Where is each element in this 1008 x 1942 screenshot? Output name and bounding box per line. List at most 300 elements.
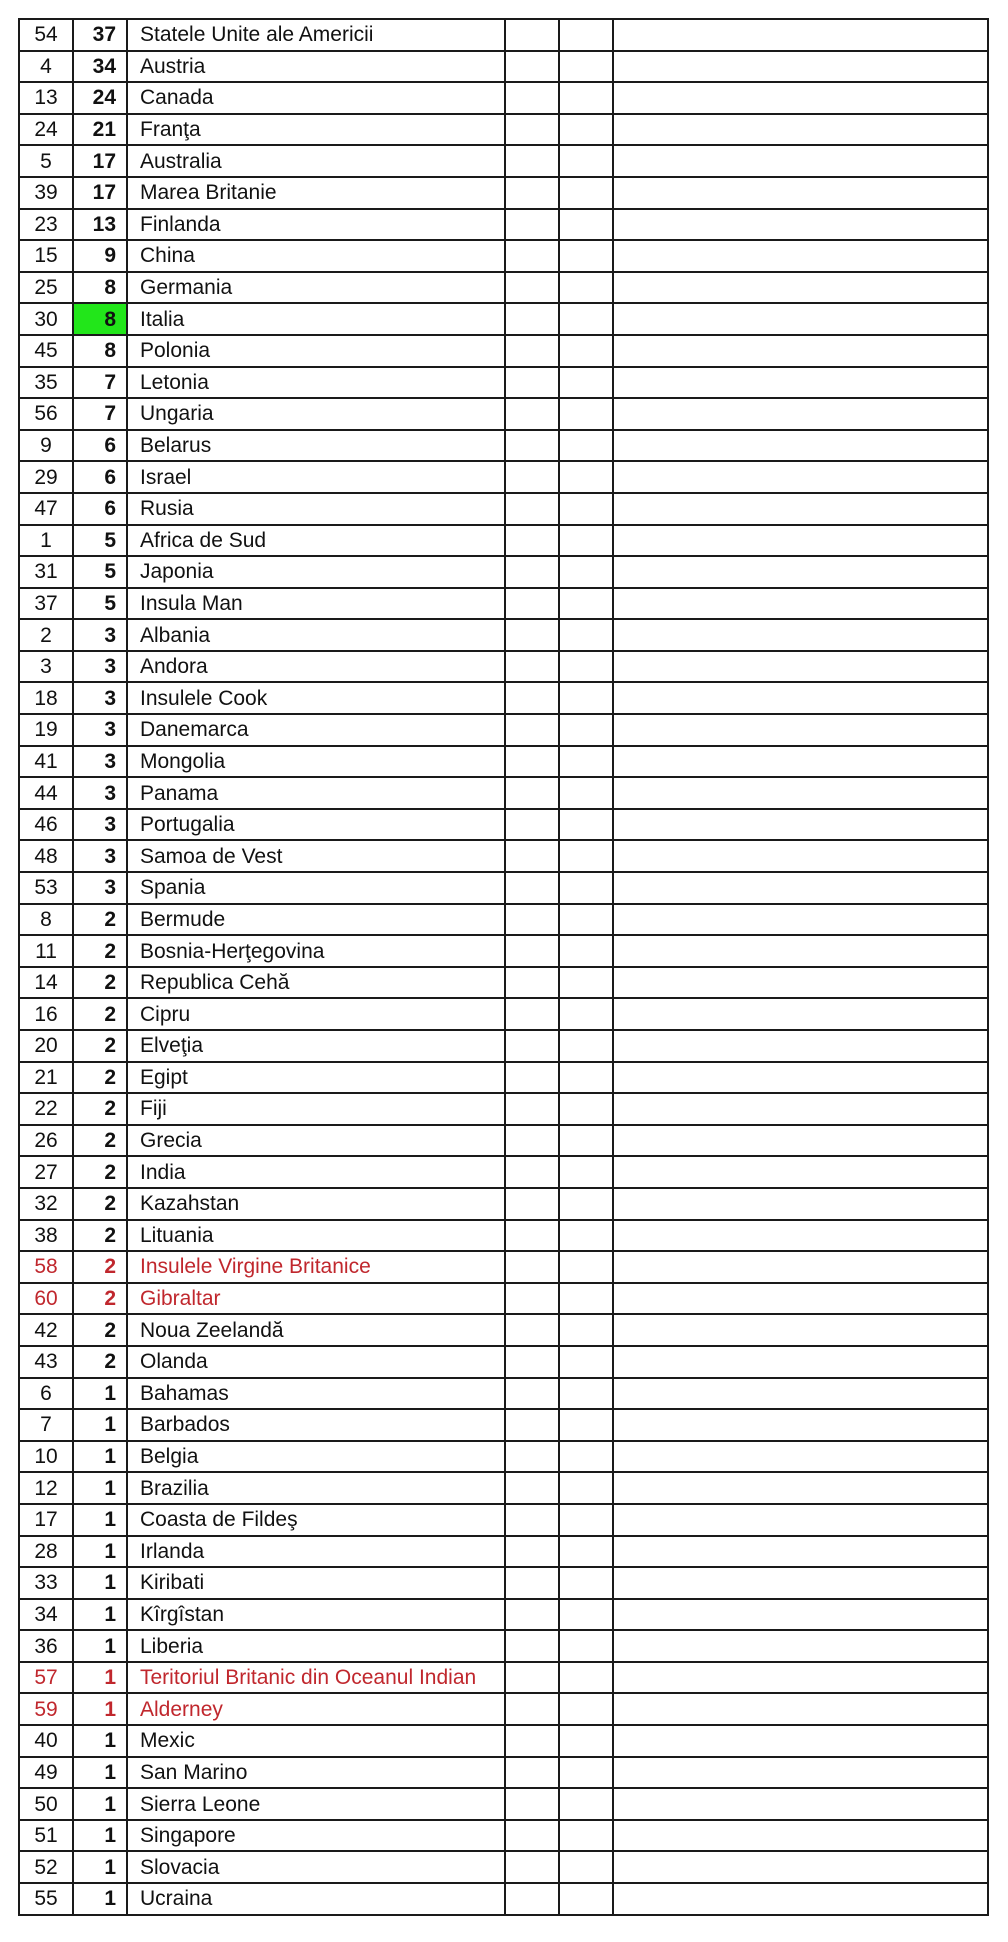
country-name-cell: Canada — [127, 82, 505, 114]
row-number-cell: 39 — [19, 177, 73, 209]
country-name-cell: Cipru — [127, 998, 505, 1030]
table-row — [19, 1346, 988, 1378]
empty-cell — [559, 240, 613, 272]
table-row — [19, 682, 988, 714]
row-number-cell: 54 — [19, 19, 73, 51]
score-cell: 2 — [73, 1030, 127, 1062]
row-number-cell: 40 — [19, 1725, 73, 1757]
row-number-cell: 46 — [19, 809, 73, 841]
empty-cell — [613, 1851, 988, 1883]
empty-cell — [559, 777, 613, 809]
empty-cell — [559, 1378, 613, 1410]
empty-cell — [505, 1283, 559, 1315]
table-row — [19, 303, 988, 335]
row-number-cell: 57 — [19, 1662, 73, 1694]
country-name-cell: Sierra Leone — [127, 1788, 505, 1820]
empty-cell — [505, 1883, 559, 1915]
empty-cell — [505, 746, 559, 778]
row-number-cell: 50 — [19, 1788, 73, 1820]
empty-cell — [505, 682, 559, 714]
empty-cell — [559, 619, 613, 651]
country-name-cell: Olanda — [127, 1346, 505, 1378]
empty-cell — [559, 493, 613, 525]
table-row — [19, 904, 988, 936]
table-row — [19, 967, 988, 999]
table-row — [19, 461, 988, 493]
score-cell: 1 — [73, 1725, 127, 1757]
row-number-cell: 8 — [19, 904, 73, 936]
country-name-cell: Albania — [127, 619, 505, 651]
country-name-cell: Austria — [127, 51, 505, 83]
table-row — [19, 1472, 988, 1504]
empty-cell — [505, 1346, 559, 1378]
country-name-cell: Polonia — [127, 335, 505, 367]
empty-cell — [559, 935, 613, 967]
empty-cell — [559, 1820, 613, 1852]
empty-cell — [613, 335, 988, 367]
score-cell: 1 — [73, 1409, 127, 1441]
score-cell: 2 — [73, 1062, 127, 1094]
row-number-cell: 6 — [19, 1378, 73, 1410]
empty-cell — [505, 1693, 559, 1725]
score-cell: 2 — [73, 1283, 127, 1315]
country-name-cell: Rusia — [127, 493, 505, 525]
empty-cell — [613, 525, 988, 557]
empty-cell — [613, 998, 988, 1030]
empty-cell — [505, 1630, 559, 1662]
empty-cell — [505, 525, 559, 557]
score-cell: 1 — [73, 1504, 127, 1536]
row-number-cell: 21 — [19, 1062, 73, 1094]
table-row — [19, 1030, 988, 1062]
empty-cell — [505, 398, 559, 430]
row-number-cell: 9 — [19, 430, 73, 462]
empty-cell — [505, 904, 559, 936]
empty-cell — [613, 1472, 988, 1504]
country-name-cell: Samoa de Vest — [127, 840, 505, 872]
table-row — [19, 1630, 988, 1662]
empty-cell — [559, 588, 613, 620]
table-row — [19, 714, 988, 746]
row-number-cell: 1 — [19, 525, 73, 557]
row-number-cell: 23 — [19, 209, 73, 241]
country-name-cell: China — [127, 240, 505, 272]
empty-cell — [613, 1757, 988, 1789]
empty-cell — [613, 1220, 988, 1252]
empty-cell — [559, 840, 613, 872]
table-row — [19, 1156, 988, 1188]
empty-cell — [559, 1251, 613, 1283]
empty-cell — [613, 935, 988, 967]
empty-cell — [505, 1662, 559, 1694]
empty-cell — [613, 1188, 988, 1220]
row-number-cell: 58 — [19, 1251, 73, 1283]
country-name-cell: Panama — [127, 777, 505, 809]
empty-cell — [559, 272, 613, 304]
country-name-cell: Bahamas — [127, 1378, 505, 1410]
score-cell: 1 — [73, 1788, 127, 1820]
row-number-cell: 37 — [19, 588, 73, 620]
empty-cell — [505, 840, 559, 872]
score-cell: 9 — [73, 240, 127, 272]
score-cell: 2 — [73, 1314, 127, 1346]
table-row — [19, 51, 988, 83]
score-cell: 5 — [73, 556, 127, 588]
row-number-cell: 19 — [19, 714, 73, 746]
country-name-cell: Mongolia — [127, 746, 505, 778]
row-number-cell: 26 — [19, 1125, 73, 1157]
empty-cell — [505, 588, 559, 620]
country-name-cell: Republica Cehă — [127, 967, 505, 999]
row-number-cell: 25 — [19, 272, 73, 304]
row-number-cell: 29 — [19, 461, 73, 493]
empty-cell — [505, 1567, 559, 1599]
empty-cell — [613, 1504, 988, 1536]
table-row — [19, 1567, 988, 1599]
empty-cell — [613, 367, 988, 399]
empty-cell — [559, 1851, 613, 1883]
empty-cell — [613, 588, 988, 620]
table-row — [19, 525, 988, 557]
country-name-cell: Portugalia — [127, 809, 505, 841]
score-cell: 3 — [73, 651, 127, 683]
empty-cell — [559, 1472, 613, 1504]
country-name-cell: Liberia — [127, 1630, 505, 1662]
row-number-cell: 51 — [19, 1820, 73, 1852]
country-name-cell: Andora — [127, 651, 505, 683]
empty-cell — [505, 114, 559, 146]
empty-cell — [559, 1504, 613, 1536]
row-number-cell: 10 — [19, 1441, 73, 1473]
score-cell: 3 — [73, 809, 127, 841]
empty-cell — [613, 1883, 988, 1915]
empty-cell — [505, 1725, 559, 1757]
table-row — [19, 651, 988, 683]
empty-cell — [505, 1125, 559, 1157]
country-name-cell: Ungaria — [127, 398, 505, 430]
empty-cell — [559, 1788, 613, 1820]
empty-cell — [613, 651, 988, 683]
empty-cell — [559, 461, 613, 493]
country-name-cell: Australia — [127, 145, 505, 177]
table-row — [19, 1788, 988, 1820]
table-row — [19, 1851, 988, 1883]
score-cell: 17 — [73, 145, 127, 177]
table-row — [19, 240, 988, 272]
empty-cell — [559, 682, 613, 714]
score-cell: 2 — [73, 1220, 127, 1252]
table-row — [19, 493, 988, 525]
row-number-cell: 35 — [19, 367, 73, 399]
table-row — [19, 1725, 988, 1757]
empty-cell — [613, 840, 988, 872]
empty-cell — [559, 1883, 613, 1915]
score-cell: 2 — [73, 1251, 127, 1283]
table-row — [19, 1883, 988, 1915]
empty-cell — [559, 809, 613, 841]
empty-cell — [559, 1693, 613, 1725]
row-number-cell: 47 — [19, 493, 73, 525]
empty-cell — [505, 1156, 559, 1188]
score-cell: 1 — [73, 1757, 127, 1789]
table-row — [19, 1314, 988, 1346]
row-number-cell: 42 — [19, 1314, 73, 1346]
table-row — [19, 1125, 988, 1157]
empty-cell — [505, 998, 559, 1030]
empty-cell — [505, 1220, 559, 1252]
empty-cell — [559, 651, 613, 683]
country-name-cell: Kazahstan — [127, 1188, 505, 1220]
row-number-cell: 41 — [19, 746, 73, 778]
empty-cell — [613, 1536, 988, 1568]
score-cell: 2 — [73, 1125, 127, 1157]
score-cell: 3 — [73, 714, 127, 746]
table-row — [19, 777, 988, 809]
row-number-cell: 34 — [19, 1599, 73, 1631]
row-number-cell: 13 — [19, 82, 73, 114]
empty-cell — [505, 1188, 559, 1220]
empty-cell — [505, 1441, 559, 1473]
score-cell: 1 — [73, 1820, 127, 1852]
row-number-cell: 12 — [19, 1472, 73, 1504]
empty-cell — [505, 1788, 559, 1820]
empty-cell — [613, 461, 988, 493]
empty-cell — [559, 1188, 613, 1220]
empty-cell — [559, 904, 613, 936]
empty-cell — [505, 1820, 559, 1852]
empty-cell — [559, 51, 613, 83]
empty-cell — [559, 145, 613, 177]
empty-cell — [559, 1599, 613, 1631]
row-number-cell: 31 — [19, 556, 73, 588]
country-name-cell: Italia — [127, 303, 505, 335]
country-name-cell: Kiribati — [127, 1567, 505, 1599]
score-cell: 2 — [73, 998, 127, 1030]
score-cell: 1 — [73, 1662, 127, 1694]
row-number-cell: 24 — [19, 114, 73, 146]
score-cell: 1 — [73, 1567, 127, 1599]
score-cell: 3 — [73, 777, 127, 809]
empty-cell — [613, 1251, 988, 1283]
row-number-cell: 18 — [19, 682, 73, 714]
empty-cell — [559, 1441, 613, 1473]
table-row — [19, 1820, 988, 1852]
table-body — [19, 19, 988, 1915]
empty-cell — [613, 19, 988, 51]
empty-cell — [505, 809, 559, 841]
row-number-cell: 48 — [19, 840, 73, 872]
score-cell: 2 — [73, 1156, 127, 1188]
empty-cell — [559, 1030, 613, 1062]
table-row — [19, 1283, 988, 1315]
empty-cell — [613, 904, 988, 936]
score-cell: 24 — [73, 82, 127, 114]
empty-cell — [559, 1757, 613, 1789]
score-cell: 2 — [73, 1188, 127, 1220]
empty-cell — [613, 714, 988, 746]
country-name-cell: Barbados — [127, 1409, 505, 1441]
empty-cell — [613, 82, 988, 114]
empty-cell — [613, 1062, 988, 1094]
empty-cell — [505, 651, 559, 683]
table-row — [19, 335, 988, 367]
table-row — [19, 272, 988, 304]
table-row — [19, 114, 988, 146]
empty-cell — [613, 1441, 988, 1473]
row-number-cell: 55 — [19, 1883, 73, 1915]
empty-cell — [559, 714, 613, 746]
empty-cell — [559, 1062, 613, 1094]
score-cell: 1 — [73, 1441, 127, 1473]
table-row — [19, 1536, 988, 1568]
table-row — [19, 1093, 988, 1125]
empty-cell — [613, 682, 988, 714]
score-cell: 2 — [73, 935, 127, 967]
table-row — [19, 430, 988, 462]
country-name-cell: Grecia — [127, 1125, 505, 1157]
score-cell: 17 — [73, 177, 127, 209]
country-name-cell: Irlanda — [127, 1536, 505, 1568]
country-name-cell: Bermude — [127, 904, 505, 936]
empty-cell — [613, 114, 988, 146]
empty-cell — [559, 1725, 613, 1757]
empty-cell — [613, 809, 988, 841]
empty-cell — [559, 872, 613, 904]
empty-cell — [505, 1504, 559, 1536]
score-cell: 1 — [73, 1378, 127, 1410]
score-cell: 8 — [73, 303, 127, 335]
table-row — [19, 1062, 988, 1094]
row-number-cell: 2 — [19, 619, 73, 651]
country-name-cell: Israel — [127, 461, 505, 493]
empty-cell — [559, 367, 613, 399]
table-row — [19, 367, 988, 399]
empty-cell — [613, 1599, 988, 1631]
score-cell: 37 — [73, 19, 127, 51]
empty-cell — [559, 967, 613, 999]
score-cell: 6 — [73, 430, 127, 462]
empty-cell — [613, 240, 988, 272]
empty-cell — [613, 1030, 988, 1062]
score-cell: 34 — [73, 51, 127, 83]
row-number-cell: 4 — [19, 51, 73, 83]
empty-cell — [505, 19, 559, 51]
row-number-cell: 3 — [19, 651, 73, 683]
country-name-cell: Statele Unite ale Americii — [127, 19, 505, 51]
row-number-cell: 16 — [19, 998, 73, 1030]
table-row — [19, 209, 988, 241]
empty-cell — [505, 1409, 559, 1441]
row-number-cell: 20 — [19, 1030, 73, 1062]
empty-cell — [505, 461, 559, 493]
country-name-cell: Egipt — [127, 1062, 505, 1094]
score-cell: 5 — [73, 525, 127, 557]
table-row — [19, 177, 988, 209]
table-row — [19, 82, 988, 114]
table-row — [19, 1662, 988, 1694]
empty-cell — [613, 1156, 988, 1188]
empty-cell — [505, 967, 559, 999]
empty-cell — [613, 51, 988, 83]
empty-cell — [613, 272, 988, 304]
country-name-cell: Insulele Virgine Britanice — [127, 1251, 505, 1283]
country-name-cell: India — [127, 1156, 505, 1188]
empty-cell — [559, 1283, 613, 1315]
country-name-cell: Coasta de Fildeş — [127, 1504, 505, 1536]
row-number-cell: 45 — [19, 335, 73, 367]
empty-cell — [505, 777, 559, 809]
empty-cell — [613, 1567, 988, 1599]
empty-cell — [613, 209, 988, 241]
empty-cell — [559, 998, 613, 1030]
table-row — [19, 840, 988, 872]
country-name-cell: Ucraina — [127, 1883, 505, 1915]
empty-cell — [505, 177, 559, 209]
empty-cell — [505, 209, 559, 241]
country-name-cell: Belgia — [127, 1441, 505, 1473]
score-cell: 1 — [73, 1883, 127, 1915]
empty-cell — [613, 1662, 988, 1694]
empty-cell — [559, 1409, 613, 1441]
table-row — [19, 746, 988, 778]
empty-cell — [613, 1693, 988, 1725]
row-number-cell: 27 — [19, 1156, 73, 1188]
score-cell: 6 — [73, 493, 127, 525]
country-name-cell: Marea Britanie — [127, 177, 505, 209]
score-cell: 21 — [73, 114, 127, 146]
score-cell: 1 — [73, 1693, 127, 1725]
row-number-cell: 49 — [19, 1757, 73, 1789]
empty-cell — [505, 335, 559, 367]
empty-cell — [559, 1630, 613, 1662]
score-cell: 3 — [73, 682, 127, 714]
score-cell: 7 — [73, 398, 127, 430]
empty-cell — [559, 1314, 613, 1346]
table-row — [19, 935, 988, 967]
row-number-cell: 38 — [19, 1220, 73, 1252]
country-name-cell: Brazilia — [127, 1472, 505, 1504]
table-row — [19, 1693, 988, 1725]
score-cell: 3 — [73, 746, 127, 778]
empty-cell — [505, 240, 559, 272]
table-row — [19, 1188, 988, 1220]
empty-cell — [559, 19, 613, 51]
table-row — [19, 1599, 988, 1631]
table-row — [19, 1757, 988, 1789]
row-number-cell: 15 — [19, 240, 73, 272]
table-row — [19, 619, 988, 651]
country-name-cell: Finlanda — [127, 209, 505, 241]
table-row — [19, 19, 988, 51]
empty-cell — [505, 1851, 559, 1883]
table-row — [19, 556, 988, 588]
country-name-cell: Japonia — [127, 556, 505, 588]
empty-cell — [613, 1283, 988, 1315]
country-name-cell: Mexic — [127, 1725, 505, 1757]
score-cell: 1 — [73, 1536, 127, 1568]
score-cell: 2 — [73, 1093, 127, 1125]
country-name-cell: Spania — [127, 872, 505, 904]
score-cell: 8 — [73, 272, 127, 304]
empty-cell — [613, 556, 988, 588]
empty-cell — [505, 1093, 559, 1125]
empty-cell — [505, 1599, 559, 1631]
table-row — [19, 872, 988, 904]
empty-cell — [613, 303, 988, 335]
empty-cell — [559, 746, 613, 778]
row-number-cell: 14 — [19, 967, 73, 999]
empty-cell — [559, 556, 613, 588]
